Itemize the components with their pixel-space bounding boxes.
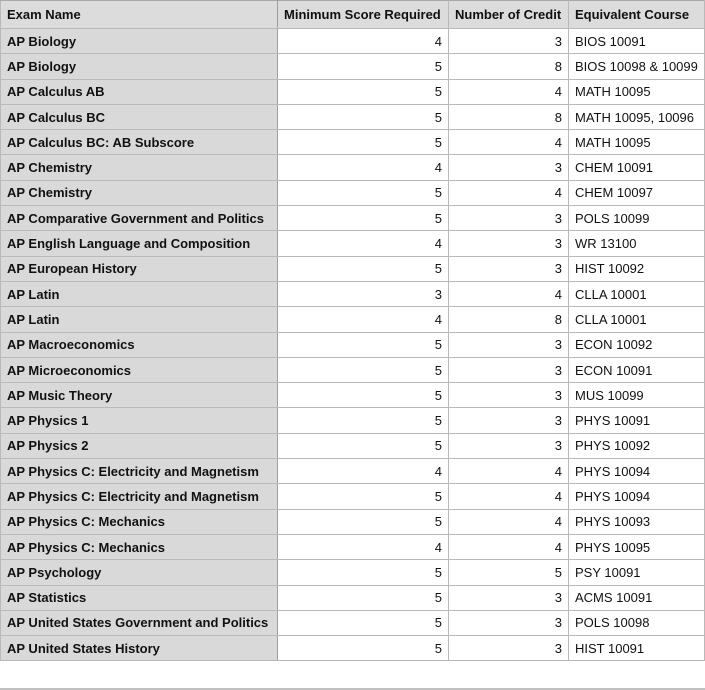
equivalent-course-cell[interactable]: POLS 10098	[569, 610, 705, 635]
equivalent-course-cell[interactable]: WR 13100	[569, 231, 705, 256]
equivalent-course-cell[interactable]: CHEM 10091	[569, 155, 705, 180]
credits-cell[interactable]: 3	[449, 433, 569, 458]
min-score-cell[interactable]: 4	[278, 307, 449, 332]
exam-name-cell[interactable]: AP Calculus BC	[1, 104, 278, 129]
equivalent-course-cell[interactable]: PHYS 10093	[569, 509, 705, 534]
exam-name-cell[interactable]: AP Comparative Government and Politics	[1, 206, 278, 231]
exam-name-cell[interactable]: AP Physics 1	[1, 408, 278, 433]
credits-cell[interactable]: 8	[449, 307, 569, 332]
equivalent-course-cell[interactable]: BIOS 10091	[569, 29, 705, 54]
min-score-cell[interactable]: 5	[278, 484, 449, 509]
credits-cell[interactable]: 4	[449, 79, 569, 104]
table-row	[1, 433, 705, 458]
exam-name-cell[interactable]: AP Statistics	[1, 585, 278, 610]
table-row	[1, 104, 705, 129]
exam-name-cell[interactable]: AP Latin	[1, 307, 278, 332]
table-row	[1, 155, 705, 180]
equivalent-course-cell[interactable]: ECON 10092	[569, 332, 705, 357]
table-row	[1, 332, 705, 357]
credits-cell[interactable]: 8	[449, 54, 569, 79]
credits-cell[interactable]: 4	[449, 459, 569, 484]
exam-name-cell[interactable]: AP Physics 2	[1, 433, 278, 458]
table-row	[1, 484, 705, 509]
credits-cell[interactable]: 3	[449, 357, 569, 382]
credits-cell[interactable]: 4	[449, 509, 569, 534]
min-score-cell[interactable]: 5	[278, 560, 449, 585]
exam-name-cell[interactable]: AP Microeconomics	[1, 357, 278, 382]
credits-cell[interactable]: 4	[449, 484, 569, 509]
exam-name-cell[interactable]: AP United States History	[1, 636, 278, 661]
table-row	[1, 231, 705, 256]
equivalent-course-cell[interactable]: PHYS 10092	[569, 433, 705, 458]
equivalent-course-cell[interactable]: MATH 10095, 10096	[569, 104, 705, 129]
exam-name-cell[interactable]: AP Biology	[1, 29, 278, 54]
min-score-cell[interactable]: 4	[278, 459, 449, 484]
table-row	[1, 610, 705, 635]
min-score-cell[interactable]: 5	[278, 332, 449, 357]
exam-name-cell[interactable]: AP Latin	[1, 281, 278, 306]
min-score-cell[interactable]: 5	[278, 256, 449, 281]
table-row	[1, 408, 705, 433]
credits-cell[interactable]: 3	[449, 636, 569, 661]
credits-cell[interactable]: 3	[449, 332, 569, 357]
credits-cell[interactable]: 3	[449, 29, 569, 54]
table-body	[1, 29, 705, 661]
header-min-score[interactable]: Minimum Score Required	[278, 1, 449, 29]
equivalent-course-cell[interactable]: POLS 10099	[569, 206, 705, 231]
equivalent-course-cell[interactable]: PHYS 10094	[569, 459, 705, 484]
min-score-cell[interactable]: 5	[278, 104, 449, 129]
exam-name-cell[interactable]: AP Physics C: Mechanics	[1, 509, 278, 534]
min-score-cell[interactable]: 5	[278, 357, 449, 382]
credits-cell[interactable]: 4	[449, 130, 569, 155]
table-row	[1, 459, 705, 484]
table-row	[1, 281, 705, 306]
exam-name-cell[interactable]: AP Calculus AB	[1, 79, 278, 104]
equivalent-course-cell[interactable]: PHYS 10091	[569, 408, 705, 433]
table-row	[1, 636, 705, 661]
equivalent-course-cell[interactable]: CLLA 10001	[569, 281, 705, 306]
exam-name-cell[interactable]: AP European History	[1, 256, 278, 281]
min-score-cell[interactable]: 5	[278, 433, 449, 458]
min-score-cell[interactable]: 3	[278, 281, 449, 306]
exam-name-cell[interactable]: AP Physics C: Electricity and Magnetism	[1, 484, 278, 509]
table-row	[1, 54, 705, 79]
min-score-cell[interactable]: 4	[278, 155, 449, 180]
header-equivalent-course[interactable]: Equivalent Course	[569, 1, 705, 29]
min-score-cell[interactable]: 5	[278, 130, 449, 155]
table-row	[1, 79, 705, 104]
table-row	[1, 509, 705, 534]
equivalent-course-cell[interactable]: CHEM 10097	[569, 180, 705, 205]
table-row	[1, 130, 705, 155]
exam-name-cell[interactable]: AP Chemistry	[1, 180, 278, 205]
min-score-cell[interactable]: 5	[278, 509, 449, 534]
min-score-cell[interactable]: 4	[278, 29, 449, 54]
exam-name-cell[interactable]: AP English Language and Composition	[1, 231, 278, 256]
exam-name-cell[interactable]: AP Chemistry	[1, 155, 278, 180]
credits-cell[interactable]: 3	[449, 610, 569, 635]
equivalent-course-cell[interactable]: PHYS 10094	[569, 484, 705, 509]
credits-cell[interactable]: 3	[449, 231, 569, 256]
table-row	[1, 357, 705, 382]
header-row	[1, 1, 705, 29]
equivalent-course-cell[interactable]: ECON 10091	[569, 357, 705, 382]
equivalent-course-cell[interactable]: PSY 10091	[569, 560, 705, 585]
exam-name-cell[interactable]: AP Music Theory	[1, 383, 278, 408]
equivalent-course-cell[interactable]: ACMS 10091	[569, 585, 705, 610]
credits-cell[interactable]: 3	[449, 585, 569, 610]
credits-cell[interactable]: 4	[449, 534, 569, 559]
credits-cell[interactable]: 4	[449, 281, 569, 306]
min-score-cell[interactable]: 4	[278, 231, 449, 256]
min-score-cell[interactable]: 5	[278, 408, 449, 433]
min-score-cell[interactable]: 4	[278, 534, 449, 559]
equivalent-course-cell[interactable]: CLLA 10001	[569, 307, 705, 332]
exam-name-cell[interactable]: AP Psychology	[1, 560, 278, 585]
min-score-cell[interactable]: 5	[278, 54, 449, 79]
exam-name-cell[interactable]: AP Physics C: Electricity and Magnetism	[1, 459, 278, 484]
equivalent-course-cell[interactable]: BIOS 10098 & 10099	[569, 54, 705, 79]
table-row	[1, 585, 705, 610]
table-row	[1, 383, 705, 408]
credits-cell[interactable]: 3	[449, 206, 569, 231]
credits-cell[interactable]: 3	[449, 383, 569, 408]
min-score-cell[interactable]: 5	[278, 79, 449, 104]
table-row	[1, 29, 705, 54]
table-row	[1, 560, 705, 585]
table-row	[1, 180, 705, 205]
credits-cell[interactable]: 8	[449, 104, 569, 129]
table-row	[1, 206, 705, 231]
credits-cell[interactable]: 3	[449, 408, 569, 433]
equivalent-course-cell[interactable]: MATH 10095	[569, 130, 705, 155]
exam-name-cell[interactable]: AP United States Government and Politics	[1, 610, 278, 635]
equivalent-course-cell[interactable]: HIST 10092	[569, 256, 705, 281]
min-score-cell[interactable]: 5	[278, 610, 449, 635]
equivalent-course-cell[interactable]: PHYS 10095	[569, 534, 705, 559]
min-score-cell[interactable]: 5	[278, 206, 449, 231]
header-exam-name[interactable]: Exam Name	[1, 1, 278, 29]
min-score-cell[interactable]: 5	[278, 585, 449, 610]
min-score-cell[interactable]: 5	[278, 383, 449, 408]
exam-name-cell[interactable]: AP Biology	[1, 54, 278, 79]
table-row	[1, 307, 705, 332]
credits-cell[interactable]: 5	[449, 560, 569, 585]
equivalent-course-cell[interactable]: HIST 10091	[569, 636, 705, 661]
header-credits[interactable]: Number of Credit	[449, 1, 569, 29]
table-row	[1, 534, 705, 559]
equivalent-course-cell[interactable]: MUS 10099	[569, 383, 705, 408]
equivalent-course-cell[interactable]: MATH 10095	[569, 79, 705, 104]
exam-name-cell[interactable]: AP Physics C: Mechanics	[1, 534, 278, 559]
min-score-cell[interactable]: 5	[278, 180, 449, 205]
exam-name-cell[interactable]: AP Calculus BC: AB Subscore	[1, 130, 278, 155]
exam-name-cell[interactable]: AP Macroeconomics	[1, 332, 278, 357]
credits-cell[interactable]: 3	[449, 155, 569, 180]
credits-cell[interactable]: 4	[449, 180, 569, 205]
credits-cell[interactable]: 3	[449, 256, 569, 281]
min-score-cell[interactable]: 5	[278, 636, 449, 661]
table-row	[1, 256, 705, 281]
